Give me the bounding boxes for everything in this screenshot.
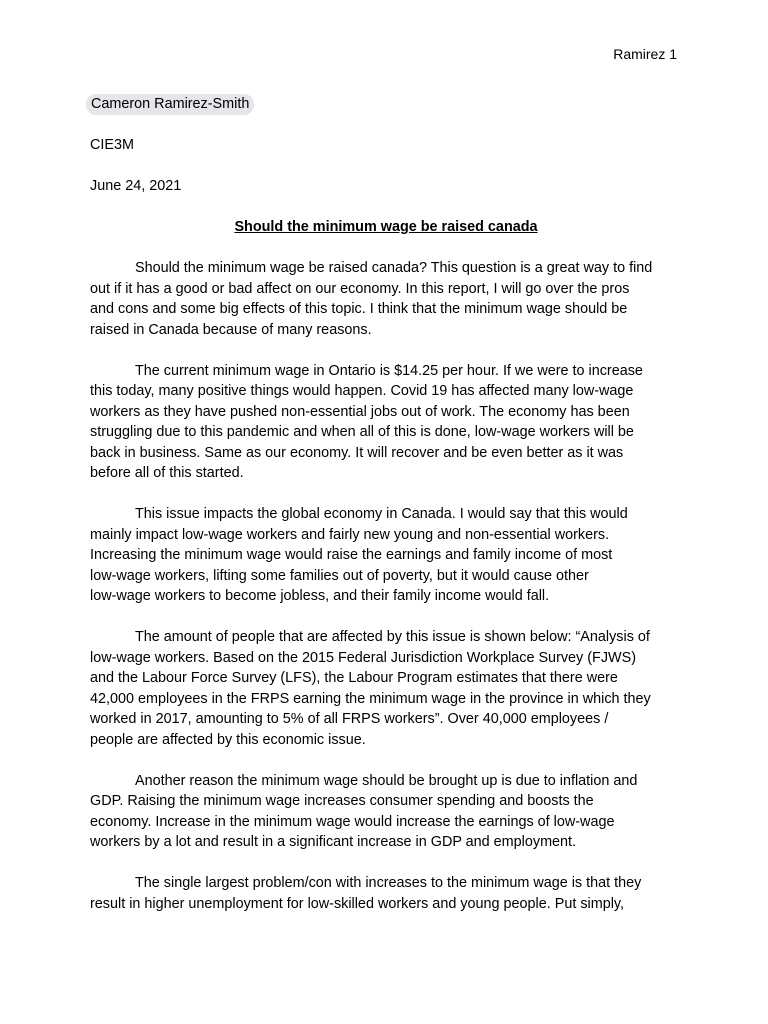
paragraph-line: and the Labour Force Survey (LFS), the Labour Program estimates that there were: [90, 670, 618, 686]
paragraph-line: The current minimum wage in Ontario is $14.25 per hour. If we were to increase: [135, 362, 643, 379]
page-header-label: Ramirez 1: [613, 46, 677, 62]
paragraph-line: Increasing the minimum wage would raise the earnings and family income of most: [90, 547, 613, 563]
paragraph-line: this today, many positive things would happen. Covid 19 has affected many low-wage: [90, 383, 634, 399]
paragraph: [90, 504, 682, 607]
document-date: June 24, 2021: [90, 178, 182, 194]
course-code: CIE3M: [90, 137, 134, 153]
paragraph: [90, 771, 682, 853]
paragraph-line: before all of this started.: [90, 465, 244, 481]
paragraph-line: low-wage workers. Based on the 2015 Federal Jurisdiction Workplace Survey (FJWS): [90, 649, 637, 666]
paragraph-line: GDP. Raising the minimum wage increases consumer spending and boosts the: [90, 793, 594, 809]
paragraph: [90, 258, 682, 340]
paragraph-line: result in higher unemployment for low-skilled workers and young people. Put simply,: [90, 895, 625, 912]
paragraph-line: worked in 2017, amounting to 5% of all FRPS workers”. Over 40,000 employees /: [90, 711, 609, 727]
paragraph-line: low-wage workers to become jobless, and their family income would fall.: [90, 588, 550, 604]
paragraph-line: This issue impacts the global economy in Canada. I would say that this would: [135, 506, 628, 522]
paragraph-line: Should the minimum wage be raised canada? This question is a great way to find: [135, 260, 653, 276]
author-line: [90, 94, 682, 115]
paragraph: [90, 361, 682, 484]
paragraph-line: workers as they have pushed non-essential jobs out of work. The economy has been: [90, 403, 630, 420]
paragraph-line: Another reason the minimum wage should be brought up is due to inflation and: [135, 772, 638, 789]
paragraph-line: economy. Increase in the minimum wage would increase the earnings of low-wage: [90, 813, 615, 830]
paragraph-line: The amount of people that are affected by this issue is shown below: “Analysis of: [135, 629, 650, 645]
paragraph-line: back in business. Same as our economy. It will recover and be even better as it was: [90, 444, 624, 461]
document-title: Should the minimum wage be raised canada: [234, 219, 538, 235]
paragraph-line: The single largest problem/con with increases to the minimum wage is that they: [135, 875, 642, 891]
paragraph-line: raised in Canada because of many reasons.: [90, 321, 372, 338]
paragraph-line: low-wage workers, lifting some families out of poverty, but it would cause other: [90, 567, 589, 584]
author-name[interactable]: Cameron Ramirez-Smith: [86, 94, 254, 115]
paragraph-line: out if it has a good or bad affect on our economy. In this report, I will go over the pros: [90, 280, 630, 297]
paragraph: [90, 627, 682, 750]
paragraph-line: mainly impact low-wage workers and fairly new young and non-essential workers.: [90, 526, 610, 543]
paragraph-line: people are affected by this economic issue.: [90, 731, 366, 748]
paragraph-line: and cons and some big effects of this topic. I think that the minimum wage should be: [90, 301, 628, 317]
paragraph: [90, 873, 682, 914]
paragraph-line: 42,000 employees in the FRPS earning the minimum wage in the province in which they: [90, 690, 651, 707]
paragraph-line: workers by a lot and result in a significant increase in GDP and employment.: [90, 834, 577, 850]
document-body: [90, 94, 682, 935]
paragraph-line: struggling due to this pandemic and when all of this is done, low-wage workers will be: [90, 424, 634, 440]
